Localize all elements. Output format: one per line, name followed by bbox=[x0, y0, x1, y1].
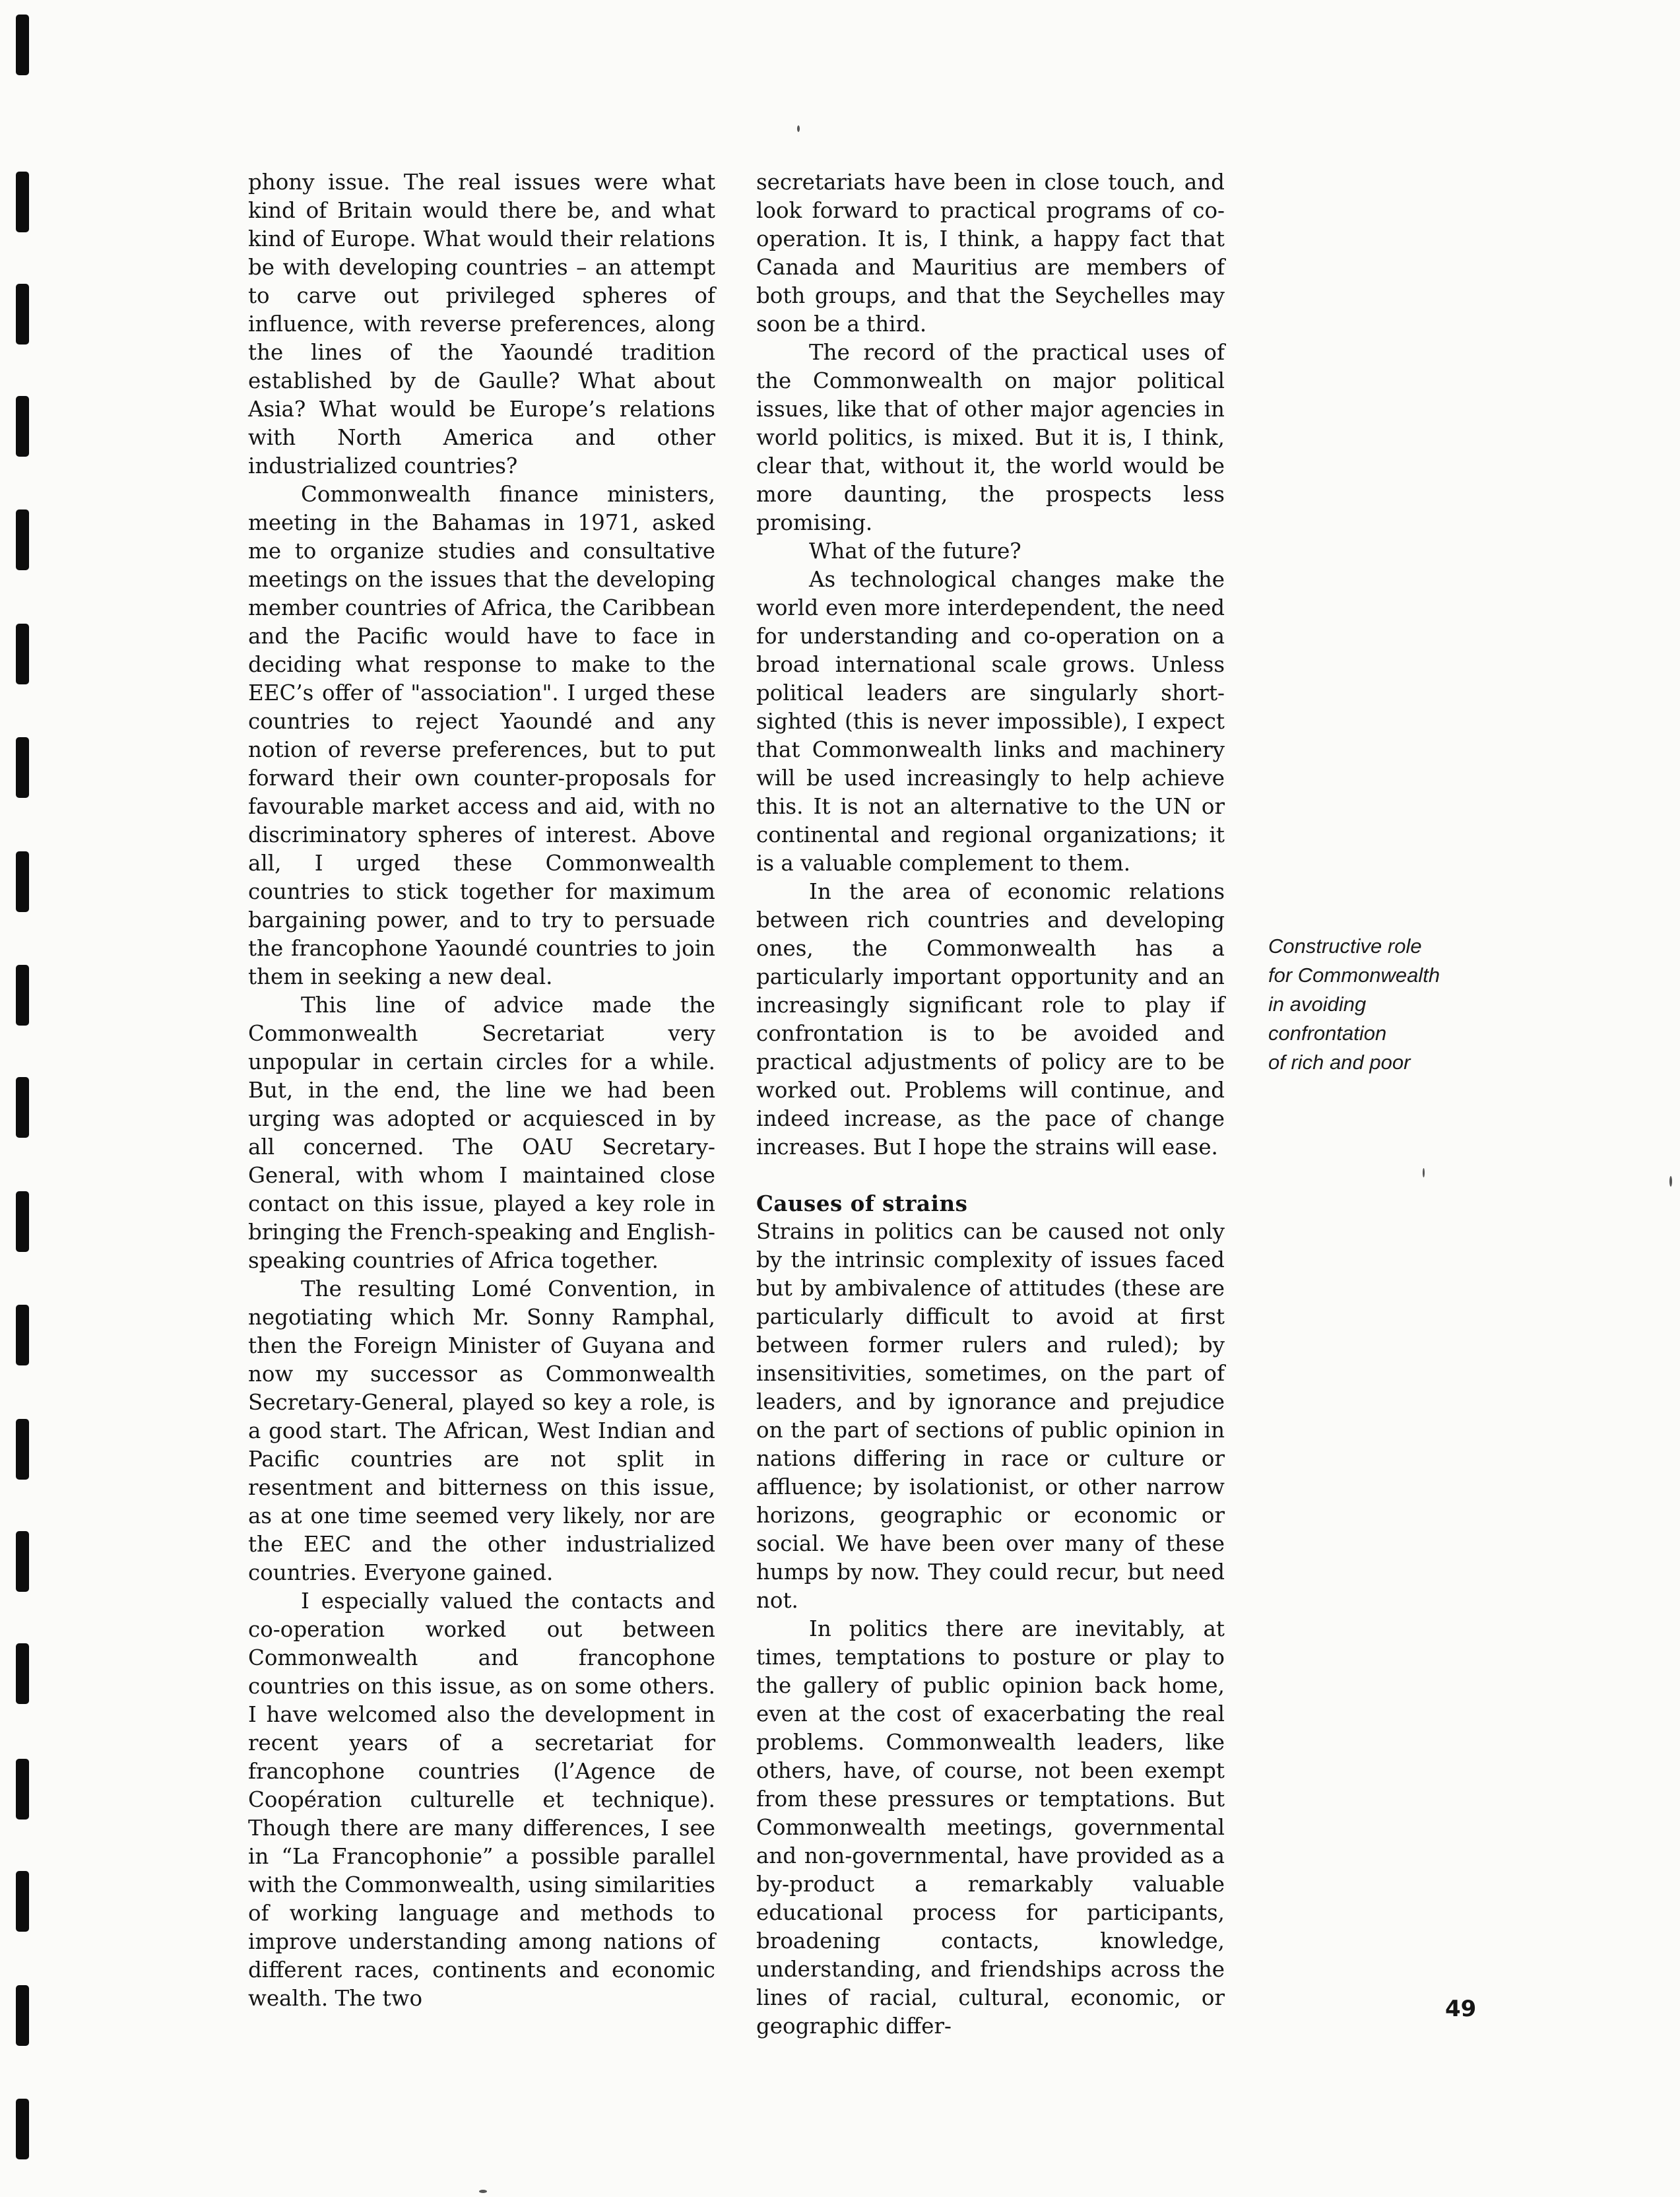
paragraph: Commonwealth finance ministers, meeting in the Bahamas in 1971, asked me to organize studies and consultative meetings on the issues that the developing member countries of Africa, the Caribbean and the Pacific would have to face in deciding what response to make to the EEC’s offer of "association". I urged these countries to reject Yaoundé and any notion of reverse preferences, but to put forward their own counter-proposals for favourable market access and aid, with no discriminatory spheres of interest. Above all, I urged these Commonwealth countries to stick together for maximum bargaining power, and to try to persuade the francophone Yaoundé countries to join them in seeking a new deal. bbox=[248, 482, 715, 989]
binding-mark bbox=[16, 284, 29, 344]
scan-speck bbox=[479, 2190, 487, 2193]
binding-mark bbox=[16, 1531, 29, 1592]
paragraph: As technological changes make the world even more interdependent, the need for understanding and co-operation on a broad international scale grows. Unless political leaders are singularly short-sighted (this is never impossible), I expect that Commonwealth links and machinery will be used increasingly to help achieve this. It is not an alternative to the UN or continental and regional organizations; it is a valuable complement to them. bbox=[756, 567, 1225, 876]
paragraph: In the area of economic relations between rich countries and developing ones, the Commonwealth has a particularly important opportunity and an increasingly significant role to play if confrontation is to be avoided and practical adjustments of policy are to be worked out. Problems will continue, and indeed increase, as the pace of change increases. But I hope the strains will ease. bbox=[756, 879, 1225, 1160]
binding-mark bbox=[16, 1985, 29, 2046]
binding-mark bbox=[16, 1305, 29, 1365]
margin-note bbox=[1268, 932, 1493, 1077]
binding-mark bbox=[16, 1191, 29, 1252]
binding-mark bbox=[16, 624, 29, 684]
binding-mark bbox=[16, 1419, 29, 1480]
scan-speck bbox=[1423, 1168, 1425, 1177]
page-number: 49 bbox=[1445, 1996, 1477, 2022]
binding-mark bbox=[16, 1759, 29, 1820]
binding-mark bbox=[16, 509, 29, 570]
margin-note-line: confrontation bbox=[1268, 1022, 1387, 1045]
scan-speck bbox=[1669, 1176, 1672, 1187]
binding-mark bbox=[16, 737, 29, 798]
binding-mark bbox=[16, 172, 29, 232]
scan-speck bbox=[797, 125, 800, 132]
binding-mark bbox=[16, 1643, 29, 1704]
margin-note-line: in avoiding bbox=[1268, 993, 1367, 1016]
binding-mark bbox=[16, 965, 29, 1026]
binding-mark bbox=[16, 15, 29, 75]
binding-mark bbox=[16, 1077, 29, 1138]
paragraph: This line of advice made the Commonwealth Secretariat very unpopular in certain circles for a while. But, in the end, the line we had been urging was adopted or acquiesced in by all concerned. The OAU Secretary-General, with whom I maintained close contact on this issue, played a key role in bringing the French-speaking and English-speaking countries of Africa together. bbox=[248, 993, 715, 1273]
binding-mark bbox=[16, 851, 29, 912]
paragraph: I especially valued the contacts and co-operation worked out between Commonwealth and francophone countries on this issue, as on some others. I have welcomed also the development in recent years of a secretariat for francophone countries (l’Agence de Coopération culturelle et technique). Though there are many differences, I see in “La Francophonie” a possible parallel with the Commonwealth, using similarities of working language and methods to improve understanding among nations of different races, continents and economic wealth. The two bbox=[248, 1589, 715, 2011]
binding-mark bbox=[16, 396, 29, 457]
paragraph: What of the future? bbox=[809, 539, 1021, 564]
paragraph: phony issue. The real issues were what kind of Britain would there be, and what kind of Europe. What would their relations be with developing countries – an attempt to carve out privileged spheres of influence, with reverse preferences, along the lines of the Yaoundé tradition established by de Gaulle? What about Asia? What would be Europe’s relations with North America and other industrialized countries? bbox=[248, 170, 715, 478]
binding-mark bbox=[16, 2099, 29, 2159]
paragraph: The record of the practical uses of the Commonwealth on major political issues, like that of other major agencies in world politics, is mixed. But it is, I think, clear that, without it, the world would be more daunting, the prospects less promising. bbox=[756, 340, 1225, 535]
margin-note-line: Constructive role bbox=[1268, 935, 1422, 958]
binding-mark bbox=[16, 1871, 29, 1932]
margin-note-line: of rich and poor bbox=[1268, 1051, 1411, 1074]
paragraph: The resulting Lomé Convention, in negotiating which Mr. Sonny Ramphal, then the Foreign Minister of Guyana and now my successor as Commonwealth Secretary-General, played so key a role, is a good start. The African, West Indian and Pacific countries are not split in resentment and bitterness on this issue, as at one time seemed very likely, nor are the EEC and the other industrialized countries. Everyone gained. bbox=[248, 1276, 715, 1585]
text-column-left bbox=[248, 168, 715, 2013]
margin-note-line: for Commonwealth bbox=[1268, 964, 1440, 987]
paragraph: Strains in politics can be caused not only by the intrinsic complexity of issues faced but by ambivalence of attitudes (these are particularly difficult to avoid at first between former rulers and ruled); by insensitivities, sometimes, on the part of leaders, and by ignorance and prejudice on the part of sections of public opinion in nations differing in race or culture or affluence; by isolationist, or other narrow horizons, geographic or economic or social. We have been over many of these humps by now. They could recur, but need not. bbox=[756, 1219, 1225, 1613]
paragraph: In politics there are inevitably, at times, temptations to posture or play to the gallery of public opinion back home, even at the cost of exacerbating the real problems. Commonwealth leaders, like others, have, of course, not been exempt from these pressures or temptations. But Commonwealth meetings, governmental and non-governmental, have provided as a by-product a remarkably valuable educational process for participants, broadening contacts, knowledge, understanding, and friendships across the lines of racial, cultural, economic, or geographic differ- bbox=[756, 1616, 1225, 2039]
paragraph: secretariats have been in close touch, and look forward to practical programs of co-operation. It is, I think, a happy fact that Canada and Mauritius are members of both groups, and that the Seychelles may soon be a third. bbox=[756, 170, 1225, 337]
text-column-middle bbox=[756, 168, 1225, 2041]
section-heading: Causes of strains bbox=[756, 1191, 968, 1216]
